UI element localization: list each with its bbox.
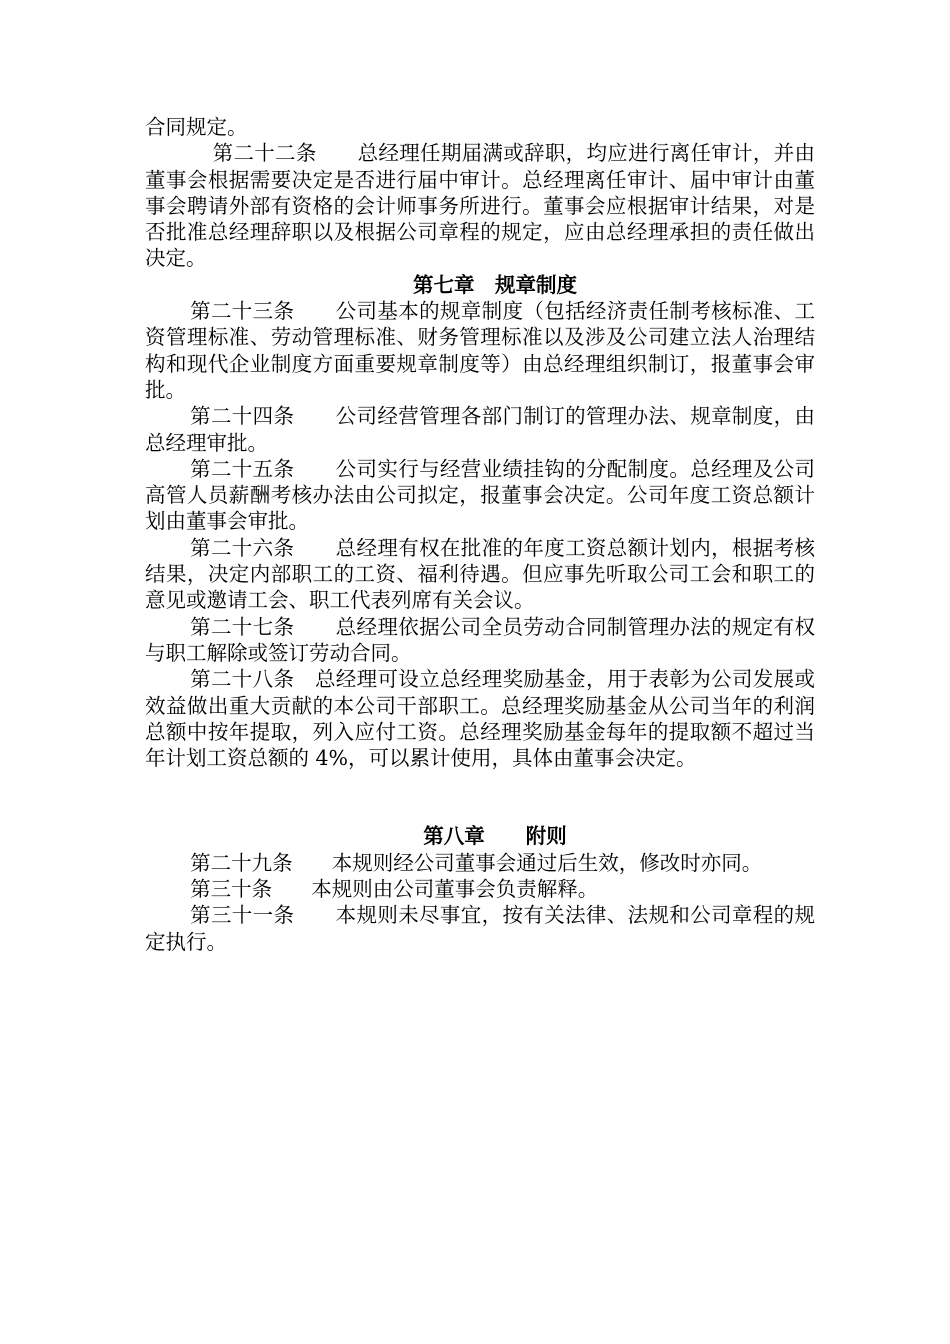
article-31 xyxy=(145,902,815,955)
article-29-text: 本规则经公司董事会通过后生效，修改时亦同。 xyxy=(331,850,763,875)
chapter-7-title: 第七章 规章制度 xyxy=(413,272,577,297)
article-26-text: 总经理有权在批准的年度工资总额计划内，根据考核结果，决定内部职工的工资、福利待遇。但应事先听取公司工会和职工的意见或邀请工会、职工代表列席有关会议。 xyxy=(145,535,816,613)
article-28-number: 第二十八条 xyxy=(190,667,295,692)
article-31-text: 本规则未尽事宜，按有关法律、法规和公司章程的规定执行。 xyxy=(145,903,816,954)
article-30 xyxy=(145,876,815,902)
chapter-8-title: 第八章 附则 xyxy=(423,824,567,849)
section-spacer xyxy=(145,771,815,823)
article-25 xyxy=(145,456,815,535)
article-23-number: 第二十三条 xyxy=(190,299,295,324)
article-30-number: 第三十条 xyxy=(190,877,273,902)
article-27 xyxy=(145,614,815,667)
document-page xyxy=(145,114,815,955)
article-30-text: 本规则由公司董事会负责解释。 xyxy=(311,877,599,902)
article-29 xyxy=(145,850,815,876)
article-31-number: 第三十一条 xyxy=(190,903,295,928)
article-26 xyxy=(145,535,815,614)
article-22-text: 总经理任期届满或辞职，均应进行离任审计，并由董事会根据需要决定是否进行届中审计。总经理离任审计、届中审计由董事会聘请外部有资格的会计师事务所进行。董事会应根据审计结果，对是否批准总经理辞职以及根据公司章程的规定，应由总经理承担的责任做出决定。 xyxy=(145,141,816,271)
article-27-text: 总经理依据公司全员劳动合同制管理办法的规定有权与职工解除或签订劳动合同。 xyxy=(145,614,816,665)
article-28-text: 总经理可设立总经理奖励基金，用于表彰为公司发展或效益做出重大贡献的本公司干部职工。总经理奖励基金从公司当年的利润总额中按年提取，列入应付工资。总经理奖励基金每年的提取额不超过当年计划工资总额的 4%，可以累计使用，具体由董事会决定。 xyxy=(145,667,815,771)
article-24-number: 第二十四条 xyxy=(190,404,295,429)
article-24 xyxy=(145,403,815,456)
article-29-number: 第二十九条 xyxy=(190,850,293,875)
article-22-number: 第二十二条 xyxy=(212,141,317,166)
article-24-text: 公司经营管理各部门制订的管理办法、规章制度，由总经理审批。 xyxy=(145,404,816,455)
article-23-text: 公司基本的规章制度（包括经济责任制考核标准、工资管理标准、劳动管理标准、财务管理标准以及涉及公司建立法人治理结构和现代企业制度方面重要规章制度等）由总经理组织制订，报董事会审批。 xyxy=(145,299,816,402)
article-25-text: 公司实行与经营业绩挂钩的分配制度。总经理及公司高管人员薪酬考核办法由公司拟定，报董事会决定。公司年度工资总额计划由董事会审批。 xyxy=(145,456,816,534)
article-25-number: 第二十五条 xyxy=(190,456,295,481)
article-23 xyxy=(145,298,815,403)
article-26-number: 第二十六条 xyxy=(190,535,295,560)
article-22 xyxy=(145,140,815,271)
article-27-number: 第二十七条 xyxy=(190,614,295,639)
opening-fragment: 合同规定。 xyxy=(145,115,248,139)
article-28 xyxy=(145,666,815,771)
